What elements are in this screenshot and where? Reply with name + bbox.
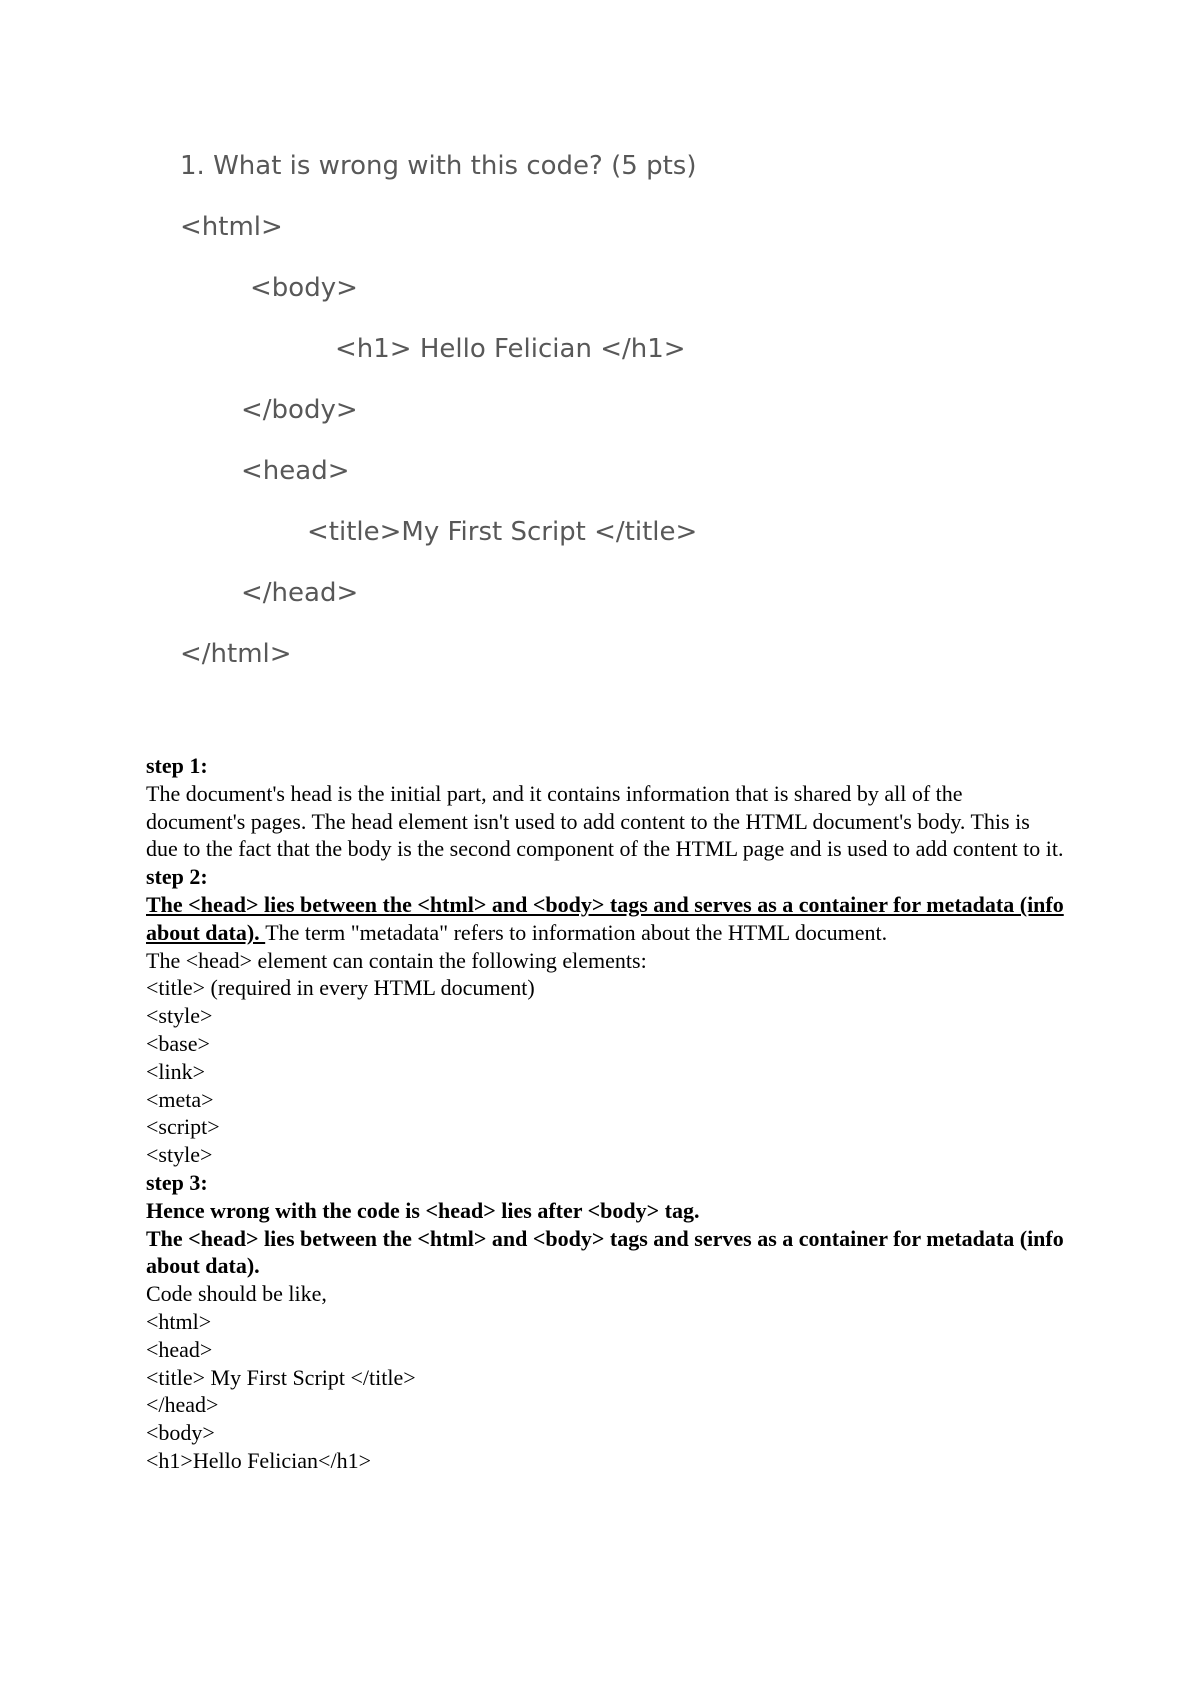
step-2-label: step 2: — [146, 864, 208, 890]
code-line: <head> — [241, 456, 350, 486]
list-item: <script> — [146, 1114, 220, 1140]
list-item: <style> — [146, 1142, 213, 1168]
step-3-explanation: The <head> lies between the <html> and <body> tags and serves as a container for metadata (info about data). — [146, 1225, 1064, 1279]
code-line: </head> — [146, 1392, 219, 1418]
step-1-label: step 1: — [146, 753, 208, 778]
list-item: <title> (required in every HTML document) — [146, 975, 535, 1001]
code-line: </body> — [241, 395, 358, 425]
code-line: <html> — [146, 1308, 212, 1334]
code-line: <html> — [180, 212, 283, 242]
list-item: <meta> — [146, 1086, 214, 1112]
code-line: <body> — [146, 1420, 215, 1446]
step-3-label: step 3: — [146, 1169, 208, 1195]
code-line: <h1> Hello Felician </h1> — [335, 334, 686, 364]
question-title: 1. What is wrong with this code? (5 pts) — [180, 151, 697, 181]
code-line: <h1>Hello Felician</h1> — [146, 1447, 371, 1473]
code-line: </html> — [180, 639, 292, 669]
step-3-intro: Code should be like, — [146, 1281, 327, 1307]
code-line: </head> — [241, 578, 359, 608]
code-line: <title> My First Script </title> — [146, 1364, 416, 1390]
code-line: <body> — [250, 273, 358, 303]
step-2-highlight: The <head> lies between the <html> and <body> tags and serves as a container for metadata (info about data). — [146, 891, 1064, 945]
step-3-conclusion: Hence wrong with the code is <head> lies after <body> tag. — [146, 1197, 700, 1223]
list-item: <style> — [146, 1003, 213, 1029]
code-line: <title>My First Script </title> — [307, 517, 698, 547]
step-1-text: The document's head is the initial part, and it contains information that is shared by all of the document's pages. The head element isn't used to add content to the HTML document's body. This is due to the fact that the body is the second component of the HTML page and is used to add content to it. — [146, 780, 1064, 862]
answer-body — [146, 752, 1066, 1475]
step-2-paragraph — [146, 891, 1066, 947]
list-item: <base> — [146, 1030, 210, 1056]
step-2-text: The term "metadata" refers to information about the HTML document. — [265, 919, 888, 945]
code-line: <head> — [146, 1336, 213, 1362]
list-item: <link> — [146, 1058, 206, 1084]
step-2-intro: The <head> element can contain the following elements: — [146, 947, 647, 973]
